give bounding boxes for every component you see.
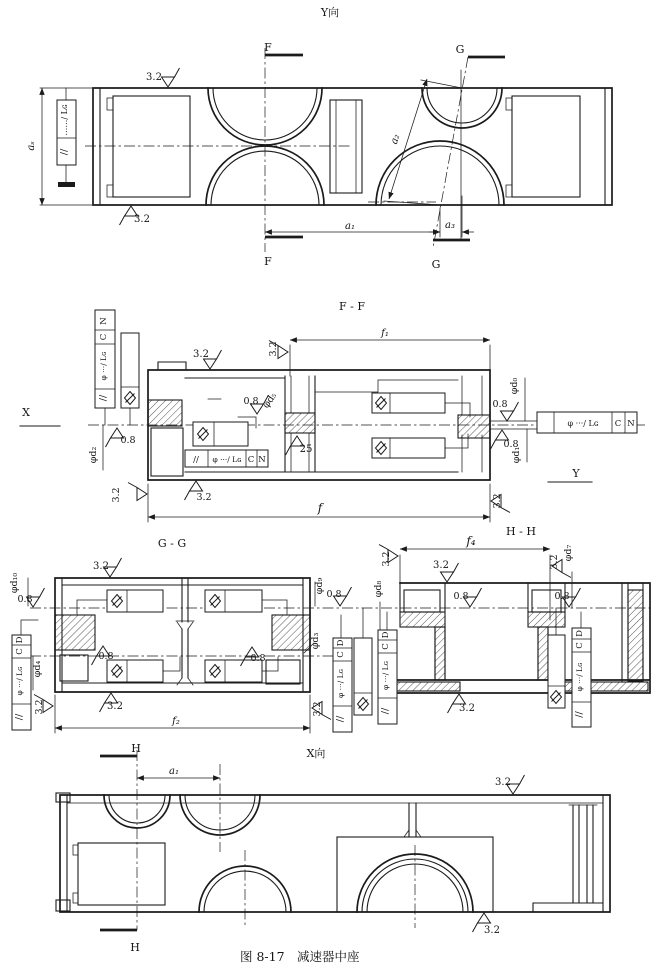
bore-label-d4: φd₄ [32, 660, 43, 678]
roughness-value: 3.2 [495, 777, 511, 788]
gg-left-labels [9, 573, 53, 730]
frame-cell-tolerance-value: φ ···/ Lɢ [381, 660, 390, 691]
dim-a3-label: a₃ [445, 220, 455, 231]
frame-cell-datum: C [336, 651, 346, 658]
frame-cell-datum: N [258, 455, 266, 465]
frame-cell-tolerance-value: φ ···/ Lɢ [567, 419, 599, 428]
section-letter-f-bottom: F [264, 255, 272, 268]
frame-cell-parallel-symbol: // [98, 394, 109, 402]
datum-ground-icon [58, 182, 75, 187]
frame-cell-tolerance-value: φ ···/ Lɢ [336, 668, 345, 699]
y-view-roughness [120, 68, 180, 225]
view-label-gg: G - G [157, 537, 187, 550]
bore-label-d9: φd₉ [314, 577, 325, 595]
frame-cell-datum: C [575, 642, 585, 649]
bore-label-d1: φd₁ [511, 446, 522, 464]
ff-tolerance-frames [95, 310, 637, 467]
section-line-hh [100, 742, 141, 954]
roughness-value: 3.2 [549, 554, 560, 570]
roughness-value: 3.2 [484, 925, 500, 936]
roughness-value: 3.2 [492, 493, 503, 509]
hh-hatching [397, 590, 648, 691]
figure-caption: 图 8-17 减速器中座 [240, 949, 360, 964]
bore-label-d7: φd₇ [563, 544, 574, 562]
view-label-y: Y向 [320, 6, 340, 19]
roughness-value: 0.8 [98, 651, 114, 662]
bore-label-d8: φd₈ [373, 580, 384, 598]
frame-cell-datum: N [99, 317, 109, 325]
frame-cell-tolerance-value: φ ···/ Lɢ [575, 662, 584, 692]
section-line-gg [432, 43, 505, 271]
frame-cell-datum: C [381, 643, 391, 650]
bore-label-d0: φd₀ [509, 377, 520, 395]
y-view-outline [93, 88, 612, 205]
roughness-value: 0.8 [17, 594, 33, 605]
bore-label-d2: φd₂ [88, 446, 99, 464]
dim-a1-label: a₁ [345, 221, 355, 232]
section-letter-f-top: F [264, 41, 272, 54]
frame-cell-datum: C [15, 648, 25, 655]
frame-cell-tolerance-value: φ ···/ Lɢ [15, 666, 24, 696]
dim-f-label: f [317, 501, 323, 515]
roughness-value: 0.8 [326, 589, 342, 600]
frame-cell-tolerance-value: φ ···/ Lɢ [99, 351, 108, 381]
frame-cell-tolerance-value: ……/ Lɢ [60, 104, 69, 136]
axis-label-y: Y [572, 467, 580, 480]
view-y-direction [26, 5, 612, 271]
section-letter-g-top: G [455, 43, 465, 56]
frame-cell-datum: C [614, 419, 622, 429]
roughness-value: 0.8 [250, 653, 266, 664]
section-letter-g-bottom: G [431, 258, 441, 271]
section-letter-h-top: H [131, 742, 141, 755]
frame-cell-tolerance-value: φ ···/ Lɢ [212, 455, 242, 464]
view-label-ff: F - F [339, 300, 365, 313]
dim-as-label: aₛ [26, 141, 37, 151]
bore-label-d5: φd₅ [260, 390, 280, 411]
frame-cell-datum: D [15, 636, 25, 644]
frame-cell-datum: C [247, 455, 255, 465]
roughness-value: 0.8 [453, 591, 469, 602]
dim-a1-label: a₁ [169, 766, 179, 777]
roughness-mark-icon [128, 483, 147, 501]
view-section-hh [333, 525, 650, 732]
roughness-value: 0.8 [554, 591, 570, 602]
roughness-value: 3.2 [459, 703, 475, 714]
roughness-value: 0.8 [503, 439, 519, 450]
roughness-value: 3.2 [312, 701, 323, 717]
roughness-value: 3.2 [146, 72, 162, 83]
frame-cell-datum: N [627, 419, 635, 429]
view-label-x: X向 [306, 747, 326, 760]
view-label-hh: H - H [506, 525, 536, 538]
y-view-parallelism-frame [57, 88, 76, 187]
view-x-direction [56, 742, 610, 954]
dim-f4-label: f₄ [466, 534, 476, 548]
section-letter-h-bottom: H [130, 941, 140, 954]
x-view-dimensions [137, 764, 220, 852]
roughness-mark-icon [162, 68, 180, 87]
roughness-value: 3.2 [34, 699, 45, 715]
roughness-value: 0.8 [492, 399, 508, 410]
roughness-value: 3.2 [381, 551, 392, 567]
gg-dimensions [55, 695, 310, 733]
frame-cell-parallel-symbol: // [574, 711, 585, 718]
roughness-value: 3.2 [93, 561, 109, 572]
frame-cell-datum: C [99, 333, 109, 341]
frame-cell-parallel-symbol: // [193, 455, 199, 465]
gg-roughness [92, 558, 266, 712]
hh-outline [395, 583, 650, 693]
view-section-ff [20, 300, 648, 522]
x-view-outline [56, 793, 610, 928]
dim-a2-label: a₂ [388, 132, 403, 146]
frame-cell-parallel-symbol: // [59, 148, 70, 156]
frame-cell-parallel-symbol: // [335, 715, 346, 723]
roughness-value: 0.8 [243, 396, 259, 407]
bore-label-d3: φd₃ [310, 632, 321, 650]
roughness-value: 3.2 [196, 492, 212, 503]
frame-cell-parallel-symbol: // [14, 713, 25, 721]
bore-label-d10: φd₁₀ [9, 572, 20, 594]
frame-cell-datum: D [336, 639, 346, 647]
roughness-value: 3.2 [111, 487, 122, 503]
roughness-value: 3.2 [433, 560, 449, 571]
dim-f2-label: f₂ [172, 716, 180, 727]
frame-cell-datum: D [381, 631, 391, 639]
axis-label-x: X [22, 406, 30, 419]
roughness-value: 25 [299, 444, 313, 455]
dim-f1-label: f₁ [381, 328, 389, 339]
frame-cell-datum: D [575, 630, 585, 637]
roughness-value: 3.2 [107, 701, 123, 712]
roughness-value: 3.2 [268, 341, 279, 357]
roughness-value: 3.2 [193, 349, 209, 360]
roughness-value: 0.8 [120, 435, 136, 446]
roughness-value: 3.2 [134, 214, 150, 225]
frame-cell-parallel-symbol: // [380, 707, 391, 715]
